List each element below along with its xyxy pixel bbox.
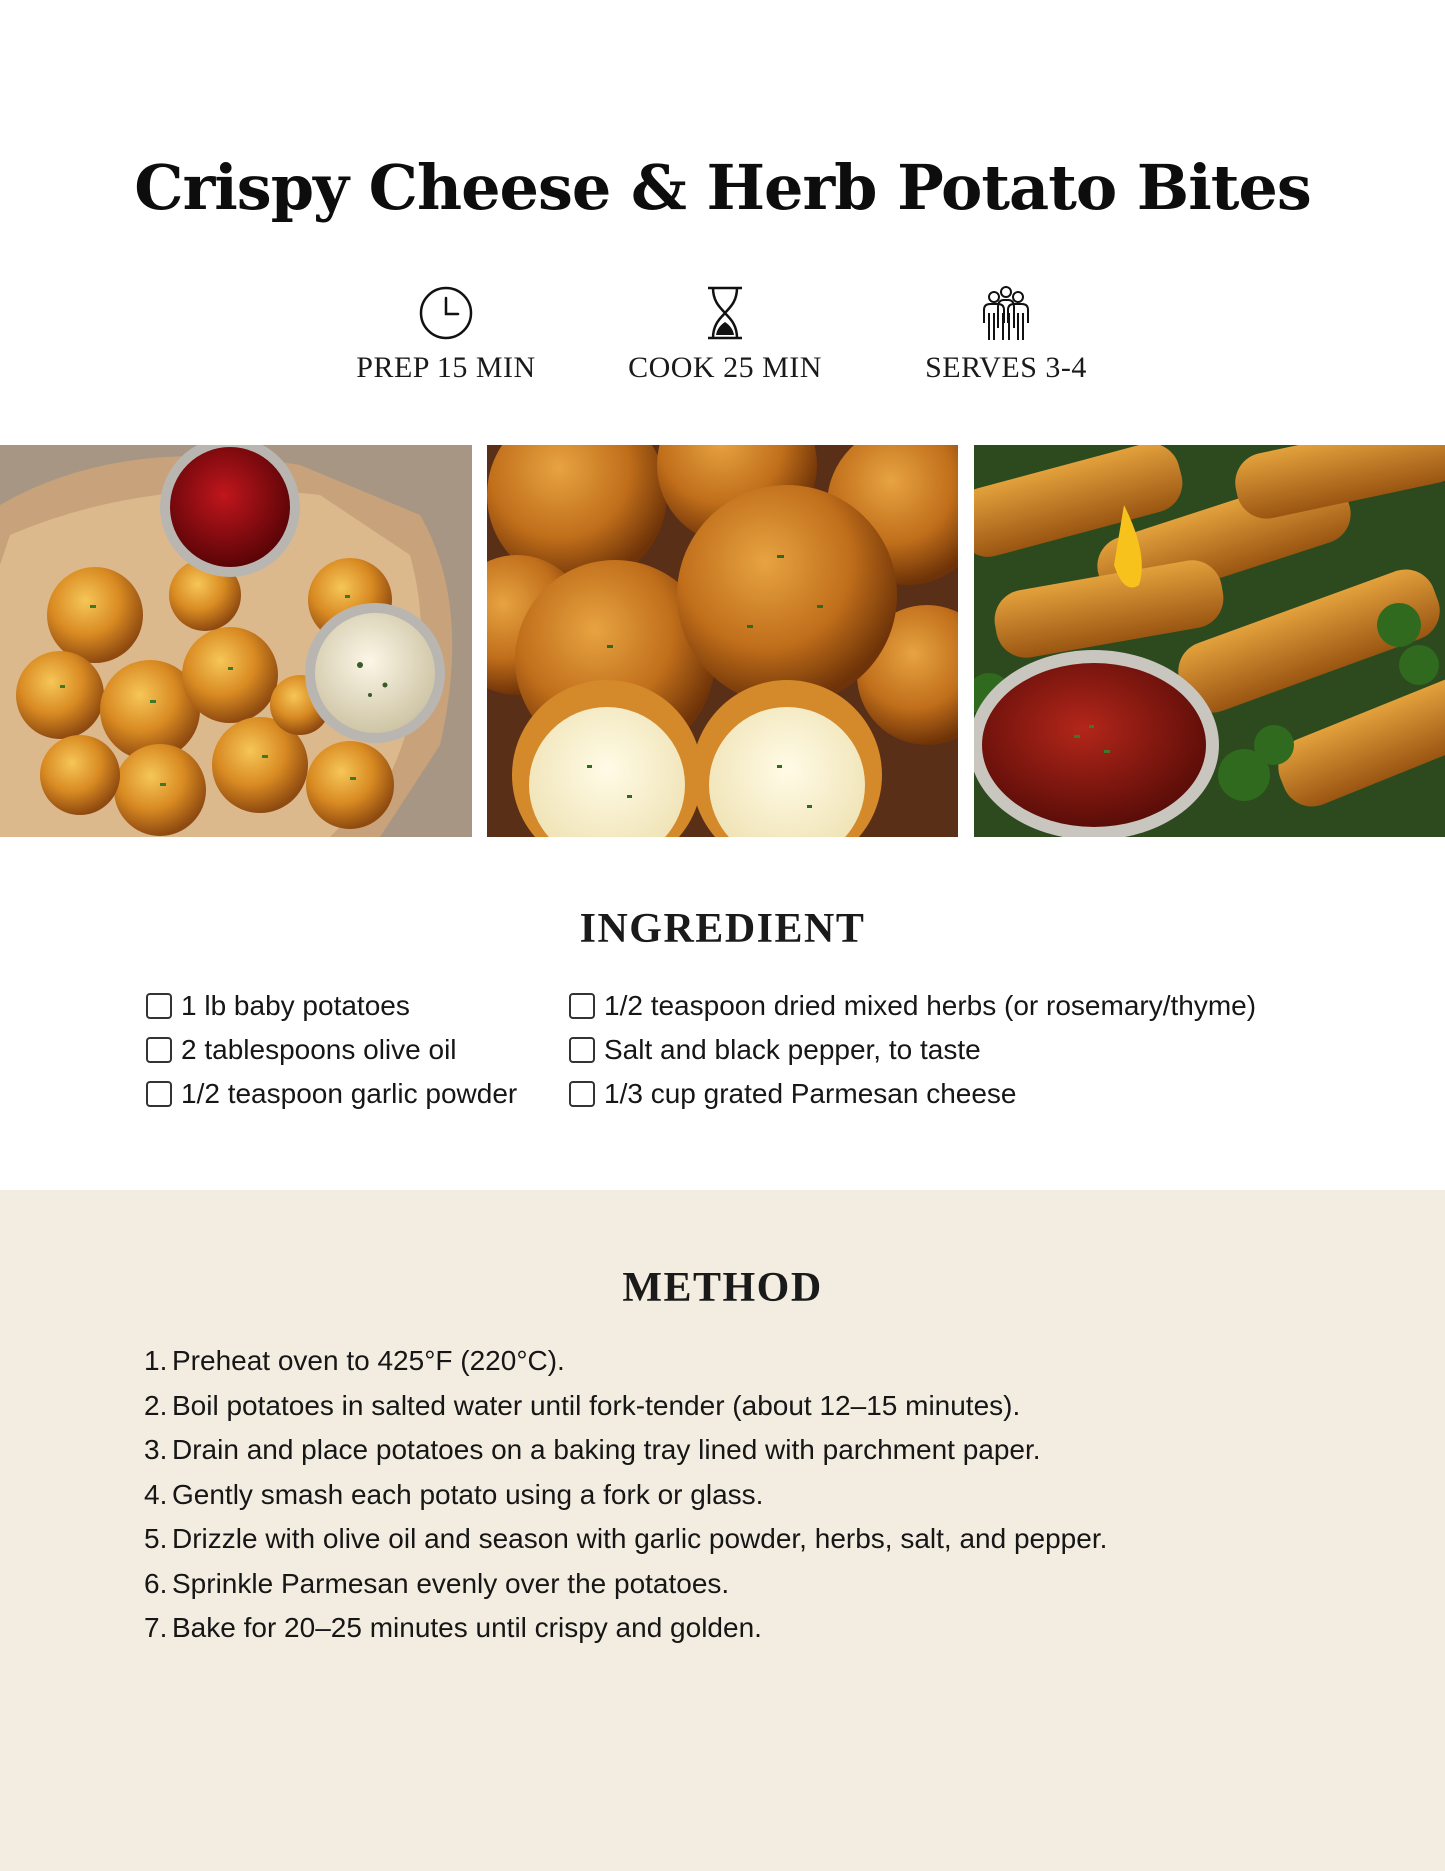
method-step bbox=[144, 1473, 1107, 1518]
people-icon bbox=[976, 283, 1036, 343]
method-step bbox=[144, 1428, 1107, 1473]
ingredient-text: 1/2 teaspoon garlic powder bbox=[181, 1078, 518, 1109]
ingredient-item bbox=[146, 1072, 517, 1116]
ingredient-text: 1 lb baby potatoes bbox=[181, 990, 410, 1021]
food-photo-cheese-sticks bbox=[974, 445, 1445, 837]
ingredient-item bbox=[569, 1028, 1256, 1072]
ingredients-heading: INGREDIENT bbox=[579, 906, 866, 952]
step-number: 3. bbox=[144, 1434, 168, 1466]
step-number: 2. bbox=[144, 1389, 168, 1421]
ingredient-checkbox[interactable] bbox=[569, 1037, 595, 1063]
step-text: Gently smash each potato using a fork or glass. bbox=[172, 1478, 764, 1510]
step-text: Drain and place potatoes on a baking tray lined with parchment paper. bbox=[172, 1434, 1041, 1466]
step-text: Sprinkle Parmesan evenly over the potatoes. bbox=[172, 1567, 730, 1599]
ingredient-item bbox=[569, 1072, 1256, 1116]
prep-time bbox=[306, 283, 586, 385]
ingredient-text: Salt and black pepper, to taste bbox=[604, 1034, 981, 1065]
food-photo-cheese-balls bbox=[487, 445, 958, 837]
method-step bbox=[144, 1339, 1107, 1384]
ingredient-checkbox[interactable] bbox=[569, 1081, 595, 1107]
step-text: Bake for 20–25 minutes until crispy and golden. bbox=[172, 1612, 762, 1644]
step-text: Boil potatoes in salted water until fork-tender (about 12–15 minutes). bbox=[172, 1389, 1021, 1421]
method-step bbox=[144, 1606, 1107, 1651]
method-step bbox=[144, 1517, 1107, 1562]
method-step bbox=[144, 1562, 1107, 1607]
cook-time-label: COOK 25 MIN bbox=[628, 351, 822, 384]
step-number: 7. bbox=[144, 1612, 168, 1644]
ingredient-item bbox=[569, 984, 1256, 1028]
ingredient-checkbox[interactable] bbox=[146, 1081, 172, 1107]
clock-icon bbox=[416, 283, 476, 343]
servings-label: SERVES 3-4 bbox=[925, 351, 1087, 384]
hourglass-icon bbox=[695, 283, 755, 343]
prep-time-label: PREP 15 MIN bbox=[356, 351, 536, 384]
ingredient-checkbox[interactable] bbox=[146, 993, 172, 1019]
servings bbox=[866, 283, 1146, 385]
ingredients-list-right bbox=[569, 984, 1256, 1116]
ingredient-checkbox[interactable] bbox=[569, 993, 595, 1019]
food-photo-basket bbox=[0, 445, 472, 837]
step-number: 4. bbox=[144, 1478, 168, 1510]
step-text: Preheat oven to 425°F (220°C). bbox=[172, 1345, 565, 1377]
ingredient-text: 1/3 cup grated Parmesan cheese bbox=[604, 1078, 1017, 1109]
step-number: 1. bbox=[144, 1345, 168, 1377]
method-heading: METHOD bbox=[622, 1265, 823, 1311]
ingredient-item bbox=[146, 1028, 517, 1072]
ingredient-checkbox[interactable] bbox=[146, 1037, 172, 1063]
step-text: Drizzle with olive oil and season with garlic powder, herbs, salt, and pepper. bbox=[172, 1523, 1108, 1555]
step-number: 6. bbox=[144, 1567, 168, 1599]
cook-time bbox=[585, 283, 865, 385]
ingredient-text: 1/2 teaspoon dried mixed herbs (or rosemary/thyme) bbox=[604, 990, 1257, 1021]
method-steps bbox=[144, 1339, 1107, 1651]
method-step bbox=[144, 1384, 1107, 1429]
ingredient-text: 2 tablespoons olive oil bbox=[181, 1034, 457, 1065]
recipe-title: Crispy Cheese & Herb Potato Bites bbox=[134, 151, 1311, 224]
ingredient-item bbox=[146, 984, 517, 1028]
ingredients-list-left bbox=[146, 984, 517, 1116]
step-number: 5. bbox=[144, 1523, 168, 1555]
